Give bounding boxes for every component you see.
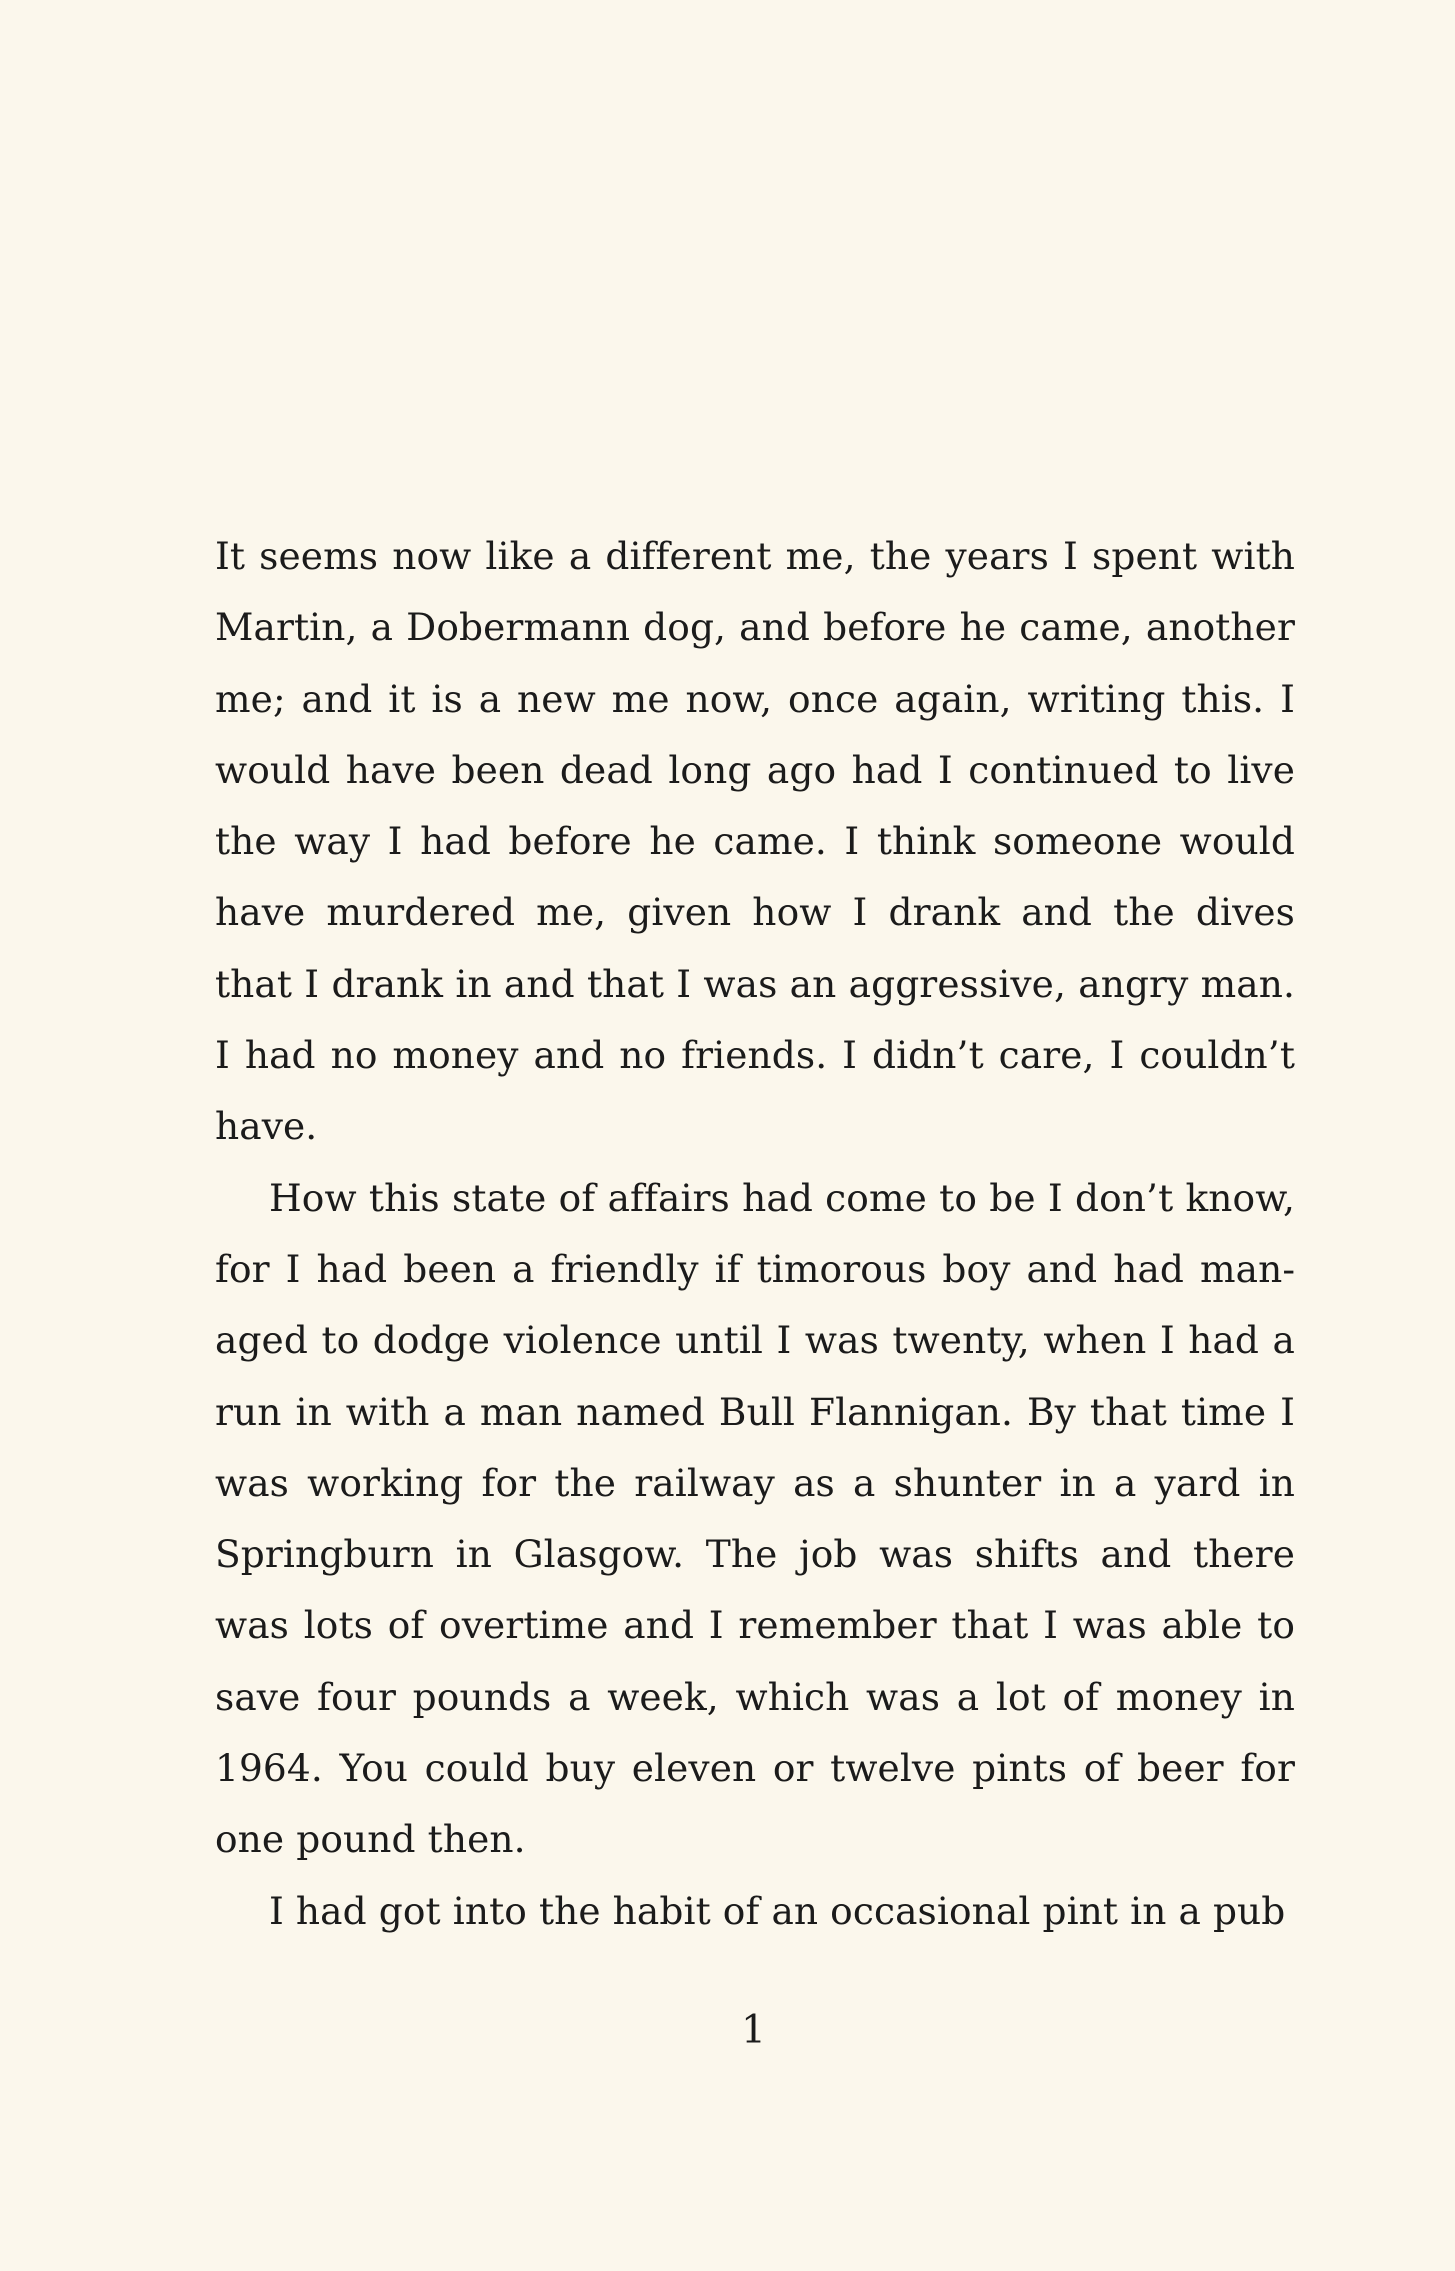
paragraph-3: I had got into the habit of an occasional pint in a pub: [269, 1888, 1286, 1933]
paragraph-2: How this state of affairs had come to be I don’t know, for I had been a friendly if timorous boy and had managed to dodge violence until I was twenty, when I had a run in with a man named Bull Flannigan. By that time I was working for the railway as a shunter in a yard in Springburn in Glasgow. The job was shifts and there was lots of overtime and I remember that I was able to save four pounds a week, which was a lot of money in 1964. You could buy eleven or twelve pints of beer for one pound then.: [215, 1175, 1295, 1862]
page-number: 1: [741, 2008, 766, 2053]
body-text: [215, 521, 1295, 1947]
paragraph-1: It seems now like a different me, the years I spent with Martin, a Dobermann dog, and before he came, another me; and it is a new me now, once again, writing this. I would have been dead long ago had I continued to live the way I had before he came. I think someone would have murdered me, given how I drank and the dives that I drank in and that I was an aggressive, angry man. I had no money and no friends. I didn’t care, I couldn’t have.: [215, 534, 1295, 1149]
